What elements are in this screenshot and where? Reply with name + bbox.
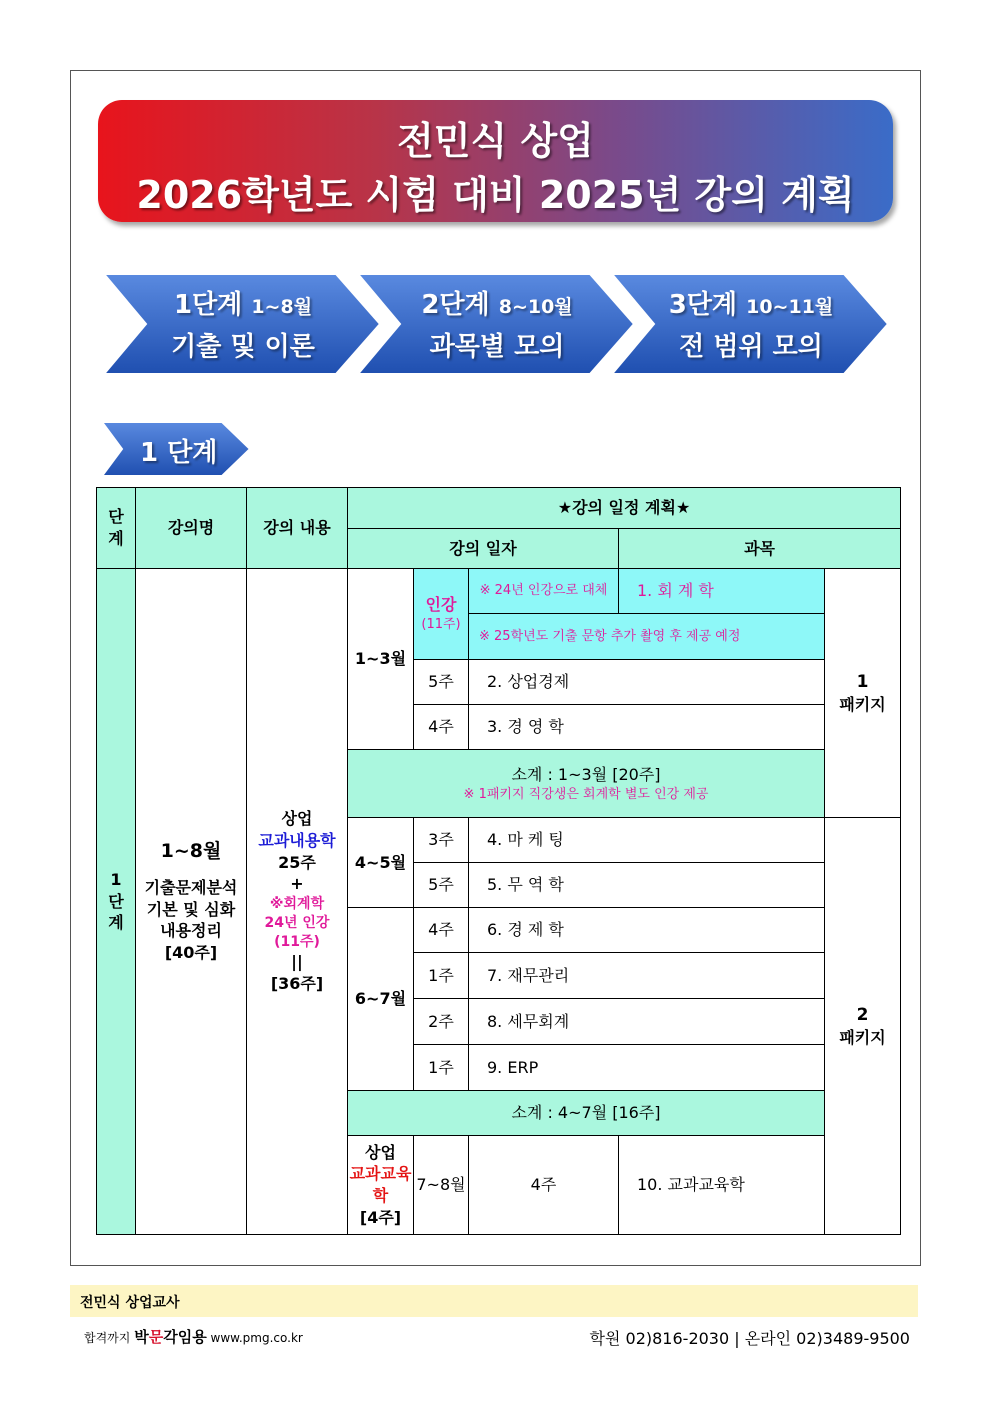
stage-3-name: 3단계 xyxy=(668,290,738,320)
header-schedule: ★강의 일정 계획★ xyxy=(348,488,901,529)
weeks-cell: 1주 xyxy=(414,1045,469,1091)
stage-2-arrow xyxy=(354,270,636,376)
stage-2-name: 2단계 xyxy=(421,290,490,320)
stage-cell: 1단계 xyxy=(97,569,136,1235)
period-3: 6~7월 xyxy=(348,908,414,1091)
weeks-cell: 4주 xyxy=(414,705,469,750)
section-tag-label: 1 단계 xyxy=(140,438,218,468)
weeks-cell: 5주 xyxy=(414,863,469,908)
subject-3: 3. 경 영 학 xyxy=(469,705,825,750)
weeks-cell: 5주 xyxy=(414,660,469,705)
header-subject: 과목 xyxy=(619,529,901,569)
package-1: 1 패키지 xyxy=(825,569,901,818)
subject-8: 8. 세무회계 xyxy=(469,999,825,1045)
subject-6: 6. 경 제 학 xyxy=(469,908,825,953)
stage-2-desc: 과목별 모의 xyxy=(429,332,565,362)
stage-1-desc: 기출 및 이론 xyxy=(171,332,315,362)
package-2: 2 패키지 xyxy=(825,818,901,1235)
section-tag xyxy=(100,420,252,478)
title-banner xyxy=(98,100,893,222)
online-note-2: ※ 25학년도 기출 문항 추가 촬영 후 제공 예정 xyxy=(469,614,825,660)
header-stage: 단계 xyxy=(97,488,136,569)
subject-2: 2. 상업경제 xyxy=(469,660,825,705)
subject-10: 10. 교과교육학 xyxy=(619,1136,901,1235)
stage-3-desc: 전 범위 모의 xyxy=(679,332,823,362)
subject-9: 9. ERP xyxy=(469,1045,825,1091)
stage-3-period: 10~11월 xyxy=(746,296,834,318)
subject-1: 1. 회 계 학 xyxy=(619,569,825,614)
period-2: 4~5월 xyxy=(348,818,414,908)
stage-1-name: 1단계 xyxy=(173,290,243,320)
subtotal-1: 소계 : 1~3월 [20주] ※ 1패키지 직강생은 회계학 별도 인강 제공 xyxy=(348,750,825,818)
subject-7: 7. 재무관리 xyxy=(469,953,825,999)
stage-1-arrow xyxy=(100,270,382,376)
content-edu-cell: 상업 교과교육학 [4주] xyxy=(348,1136,414,1235)
footer-band xyxy=(70,1285,918,1317)
weeks-cell: 3주 xyxy=(414,818,469,863)
schedule-table xyxy=(96,487,901,1235)
online-label-cell: 인강 (11주) xyxy=(414,569,469,660)
publisher-logo: 합격까지 박문각임용 www.pmg.co.kr xyxy=(84,1328,303,1346)
header-content: 강의 내용 xyxy=(247,488,348,569)
weeks-cell: 4주 xyxy=(469,1136,619,1235)
content-main-cell: 상업 교과내용학 25주 + ※회계학 24년 인강 (11주) || [36주] xyxy=(247,569,348,1235)
weeks-cell: 2주 xyxy=(414,999,469,1045)
period-4: 7~8월 xyxy=(414,1136,469,1235)
stage-2-period: 8~10월 xyxy=(498,296,573,318)
weeks-cell: 4주 xyxy=(414,908,469,953)
stage-1-period: 1~8월 xyxy=(251,296,313,318)
publisher-url: www.pmg.co.kr xyxy=(210,1331,303,1345)
online-note-1: ※ 24년 인강으로 대체 xyxy=(469,569,619,614)
stage-3-arrow xyxy=(608,270,890,376)
banner-title: 전민식 상업 xyxy=(397,119,594,163)
teacher-name: 전민식 상업교사 xyxy=(80,1295,180,1311)
banner-subtitle: 2026학년도 시험 대비 2025년 강의 계획 xyxy=(136,173,855,217)
lecture-name-cell: 1~8월 기출문제분석 기본 및 심화 내용정리 [40주] xyxy=(136,569,247,1235)
subject-5: 5. 무 역 학 xyxy=(469,863,825,908)
subtotal-2: 소계 : 4~7월 [16주] xyxy=(348,1091,825,1136)
header-lecture-name: 강의명 xyxy=(136,488,247,569)
period-1: 1~3월 xyxy=(348,569,414,750)
contact-info: 학원 02)816-2030 | 온라인 02)3489-9500 xyxy=(589,1329,910,1348)
weeks-cell: 1주 xyxy=(414,953,469,999)
header-dates: 강의 일자 xyxy=(348,529,619,569)
subject-4: 4. 마 케 팅 xyxy=(469,818,825,863)
